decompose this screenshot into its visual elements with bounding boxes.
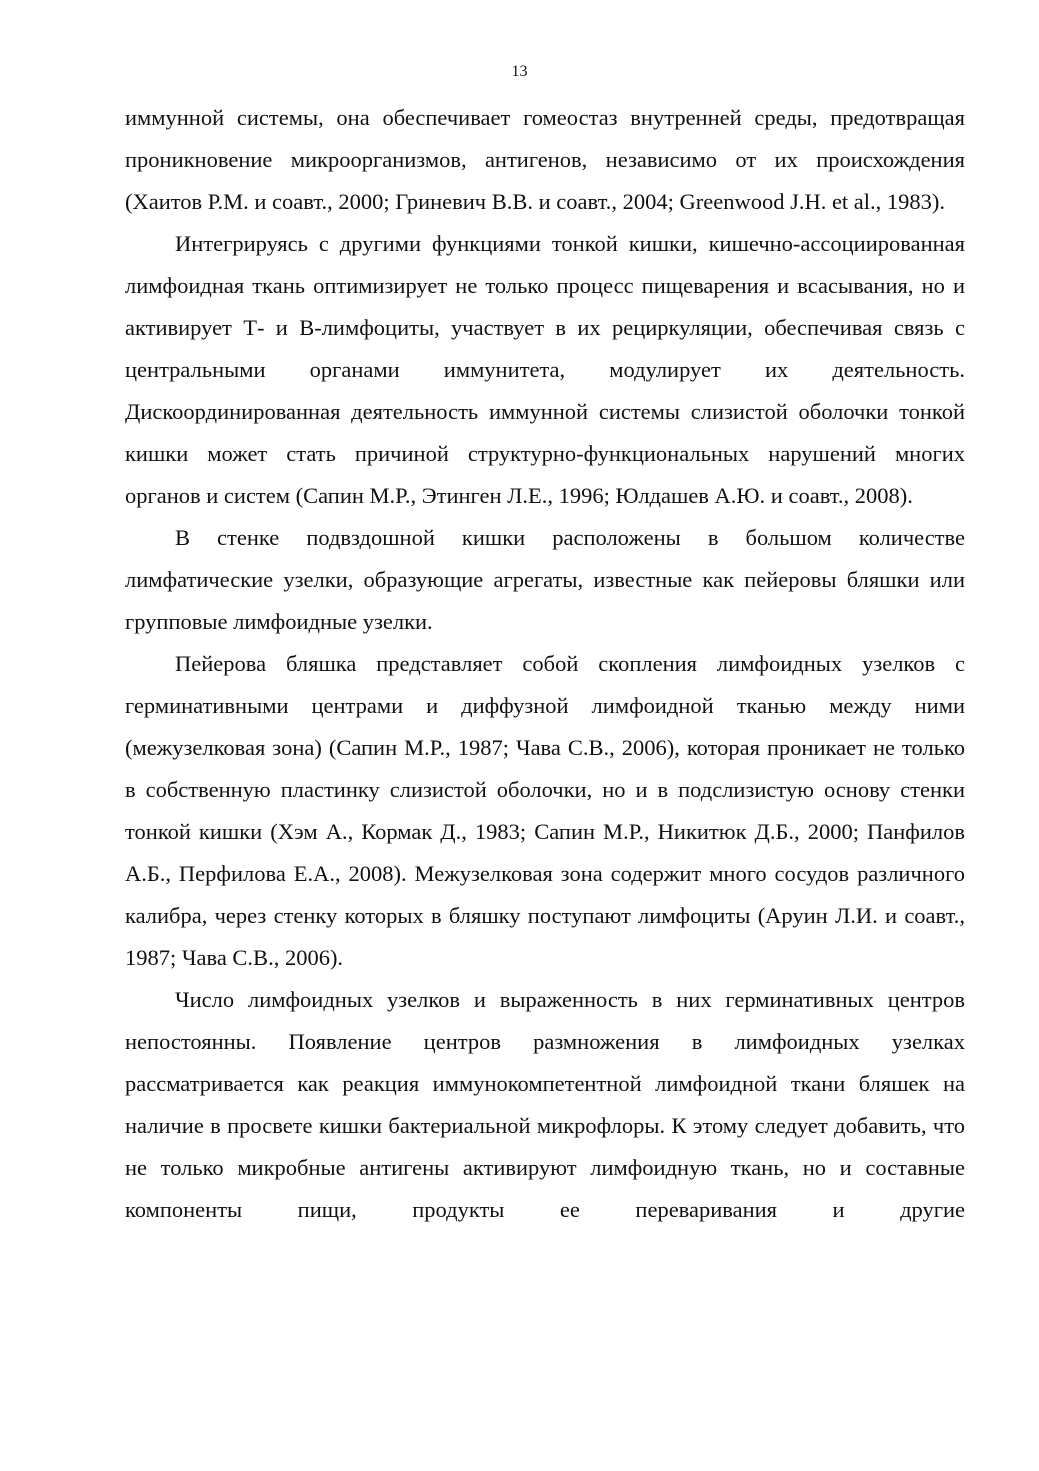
paragraph-lymphoid-nodules: Число лимфоидных узелков и выраженность в них герминативных центров непостоянны. Появление центров размножения в лимфоидных узелках рассматривается как реакция иммунокомпетентной лимфоидной ткани бляшек на наличие в просвете кишки бактериальной микрофлоры. К этому следует добавить, что не только микробные антигены активируют лимфоидную ткань, но и составные компоненты пищи, продукты ее переваривания и другие <box>125 987 965 1222</box>
page-number: 13 <box>511 63 528 80</box>
paragraph-ileum-wall: В стенке подвздошной кишки расположены в большом количестве лимфатические узелки, образующие агрегаты, известные как пейеровы бляшки или групповые лимфоидные узелки. <box>125 525 965 634</box>
paragraph-peyer-patch: Пейерова бляшка представляет собой скопления лимфоидных узелков с герминативными центрами и диффузной лимфоидной тканью между ними (межузелковая зона) (Сапин М.Р., 1987; Чава С.В., 2006), которая проникает не только в собственную пластинку слизистой оболочки, но и в подслизистую основу стенки тонкой кишки (Хэм А., Кормак Д., 1983; Сапин М.Р., Никитюк Д.Б., 2000; Панфилов А.Б., Перфилова Е.А., 2008). Межузелковая зона содержит много сосудов различного калибра, через стенку которых в бляшку поступают лимфоциты (Аруин Л.И. и соавт., 1987; Чава С.В., 2006). <box>125 651 965 970</box>
body-text <box>125 97 965 1231</box>
paragraph-intestinal-lymphoid-tissue: Интегрируясь с другими функциями тонкой кишки, кишечно-ассоциированная лимфоидная ткань оптимизирует не только процесс пищеварения и всасывания, но и активирует Т- и В-лимфоциты, участвует в их рециркуляции, обеспечивая связь с центральными органами иммунитета, модулирует их деятельность. Дискоординированная деятельность иммунной системы слизистой оболочки тонкой кишки может стать причиной структурно-функциональных нарушений многих органов и систем (Сапин М.Р., Этинген Л.Е., 1996; Юлдашев А.Ю. и соавт., 2008). <box>125 231 965 508</box>
paragraph-continuation: иммунной системы, она обеспечивает гомеостаз внутренней среды, предотвращая проникновение микроорганизмов, антигенов, независимо от их происхождения (Хаитов Р.М. и соавт., 2000; Гриневич В.В. и соавт., 2004; Greenwood J.H. et al., 1983). <box>125 105 965 214</box>
